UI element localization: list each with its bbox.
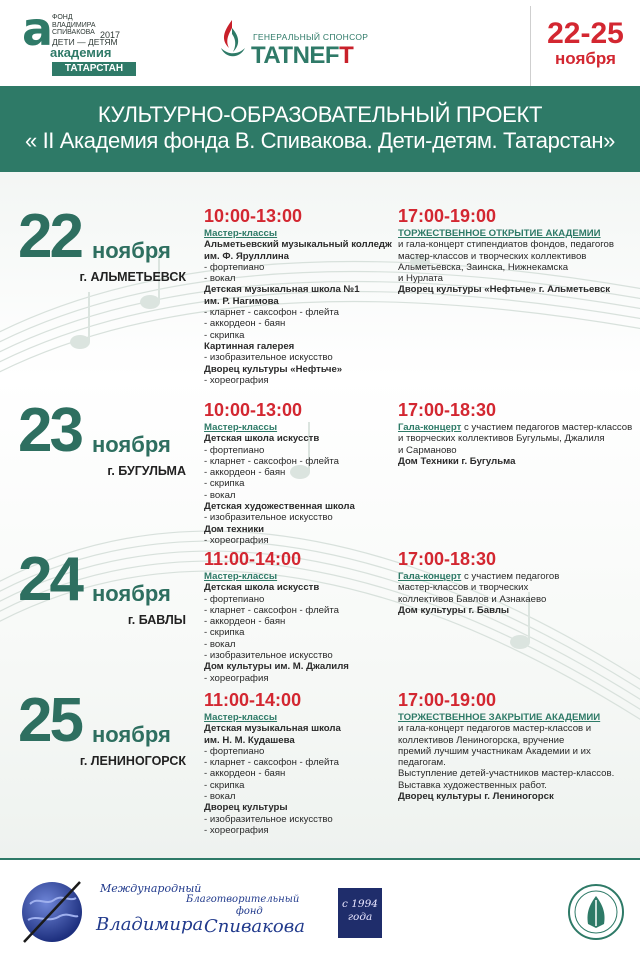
day-city: г. БУГУЛЬМА bbox=[107, 464, 186, 478]
academy-logo bbox=[22, 2, 132, 74]
session-line: Дворец культуры «Нефтьче» г. Альметьевск bbox=[398, 284, 611, 296]
banner-line-2: « II Академия фонда В. Спивакова. Дети-детям. Татарстан» bbox=[25, 128, 615, 153]
day-city: г. ЛЕНИНОГОРСК bbox=[79, 754, 186, 768]
session-line: коллективов Бавлов и Азнакаево bbox=[398, 593, 547, 605]
academy-logo-region: ТАТАРСТАН bbox=[52, 62, 136, 76]
since-line-1: с 1994 bbox=[342, 898, 378, 910]
session-line: Мастер-классы bbox=[204, 422, 278, 433]
morning-session bbox=[204, 400, 355, 546]
session-line: им. Ф. Ярулллина bbox=[204, 250, 289, 262]
session-line: им. Р. Нагимова bbox=[204, 295, 279, 307]
evening-session bbox=[398, 690, 614, 802]
session-line: - аккордеон - баян bbox=[204, 467, 286, 479]
sponsor-caption: ГЕНЕРАЛЬНЫЙ СПОНСОР bbox=[253, 32, 369, 42]
session-line: - фортепиано bbox=[204, 745, 265, 757]
footer bbox=[0, 858, 640, 960]
session-line: - вокал bbox=[204, 273, 236, 285]
session-line: - скрипка bbox=[204, 627, 245, 639]
sponsor-brand-main: TATNEF bbox=[251, 42, 340, 69]
session-line: - кларнет - саксофон - флейта bbox=[204, 455, 339, 467]
academy-logo-kids: ДЕТИ — ДЕТЯМ bbox=[52, 37, 118, 47]
session-lead-rest: с участием педагогов bbox=[461, 571, 560, 582]
sponsor-brand-accent: T bbox=[339, 42, 354, 69]
session-line: - хореография bbox=[204, 534, 269, 546]
session-line: - кларнет - саксофон - флейта bbox=[204, 307, 339, 319]
fund-line-3: фонд bbox=[236, 906, 263, 917]
session-line: Выступление детей-участников мастер-классов. bbox=[398, 768, 615, 780]
session-line: Дворец культуры «Нефтьче» bbox=[204, 363, 343, 375]
session-line: - аккордеон - баян bbox=[204, 768, 286, 780]
session-line: Мастер-классы bbox=[204, 712, 278, 723]
since-line-2: года bbox=[347, 911, 373, 923]
globe-violin-icon bbox=[16, 876, 88, 948]
session-line: Дворец культуры г. Лениногорск bbox=[398, 791, 554, 803]
session-line: Дворец культуры bbox=[204, 802, 288, 814]
day-number: 23 bbox=[18, 396, 81, 465]
session-line: Выставка художественных работ. bbox=[398, 779, 547, 791]
session-line: - хореография bbox=[204, 672, 269, 684]
evening-session bbox=[398, 400, 632, 467]
session-time: 17:00-18:30 bbox=[398, 549, 497, 569]
session-line: ТОРЖЕСТВЕННОЕ ЗАКРЫТИЕ АКАДЕМИИ bbox=[398, 712, 601, 723]
day-number: 25 bbox=[18, 686, 81, 755]
session-line: Детская музыкальная школа bbox=[204, 723, 341, 735]
session-lead-rest: с участием педагогов мастер-классов bbox=[461, 422, 633, 433]
day-number: 22 bbox=[18, 202, 81, 271]
session-line: Дом культуры им. М. Джалиля bbox=[204, 661, 349, 673]
session-line: - кларнет - саксофон - флейта bbox=[204, 604, 339, 616]
session-time: 17:00-18:30 bbox=[398, 400, 497, 420]
fund-line-1: Международный bbox=[100, 882, 202, 895]
session-line: - изобразительное искусство bbox=[204, 512, 333, 524]
date-range: 22-25 bbox=[547, 17, 624, 50]
logo-line: СПИВАКОВА bbox=[52, 29, 95, 36]
session-line: Детская художественная школа bbox=[204, 501, 355, 513]
session-time: 11:00-14:00 bbox=[204, 690, 302, 710]
evening-session bbox=[398, 206, 614, 296]
session-line: - изобразительное искусство bbox=[204, 352, 333, 364]
session-line: и Нурлата bbox=[398, 273, 443, 285]
session-line: - скрипка bbox=[204, 329, 245, 341]
sponsor-logo bbox=[215, 18, 395, 74]
session-line: Дом культуры г. Бавлы bbox=[398, 604, 510, 616]
day-month: ноября bbox=[92, 432, 171, 457]
since-badge bbox=[338, 888, 382, 938]
schedule bbox=[0, 172, 640, 858]
session-line bbox=[398, 422, 632, 433]
day-city: г. АЛЬМЕТЬЕВСК bbox=[79, 270, 186, 284]
session-line: - аккордеон - баян bbox=[204, 616, 286, 628]
logo-line: ВЛАДИМИРА bbox=[52, 21, 96, 29]
session-line: коллективов Лениногорска, вручение bbox=[398, 734, 565, 746]
session-line: - хореография bbox=[204, 824, 269, 836]
session-time: 17:00-19:00 bbox=[398, 690, 497, 710]
session-line: Мастер-классы bbox=[204, 571, 278, 582]
morning-session bbox=[204, 690, 341, 836]
session-line: педагогам. bbox=[398, 757, 446, 769]
fund-logo bbox=[96, 880, 316, 950]
session-line: - вокал bbox=[204, 791, 236, 803]
day-month: ноября bbox=[92, 581, 171, 606]
session-line: - аккордеон - баян bbox=[204, 318, 286, 330]
session-lead: Гала-концерт bbox=[398, 422, 462, 433]
session-line: Детская школа искусств bbox=[204, 582, 320, 594]
session-line: - вокал bbox=[204, 489, 236, 501]
academy-logo-academy: академия bbox=[50, 45, 112, 60]
session-line bbox=[398, 571, 559, 582]
session-line: Детская музыкальная школа №1 bbox=[204, 284, 360, 296]
session-line: - скрипка bbox=[204, 779, 245, 791]
fund-name-1: Владимира bbox=[96, 914, 204, 935]
fund-name-2: Спивакова bbox=[204, 916, 305, 937]
session-line: Мастер-классы bbox=[204, 228, 278, 239]
session-line: - скрипка bbox=[204, 478, 245, 490]
session-line: Дом Техники г. Бугульма bbox=[398, 455, 516, 467]
session-line: - фортепиано bbox=[204, 444, 265, 456]
session-line: Картинная галерея bbox=[204, 340, 295, 352]
session-lead: Гала-концерт bbox=[398, 571, 462, 582]
session-line: - хореография bbox=[204, 374, 269, 386]
date-box bbox=[530, 6, 640, 86]
session-line: Альметьевский музыкальный колледж bbox=[204, 239, 392, 251]
session-line: - изобразительное искусство bbox=[204, 650, 333, 662]
session-time: 11:00-14:00 bbox=[204, 549, 302, 569]
ministry-emblem-icon bbox=[566, 882, 626, 942]
session-time: 10:00-13:00 bbox=[204, 400, 303, 420]
day-month: ноября bbox=[92, 238, 171, 263]
fund-line-2: Благотворительный bbox=[186, 894, 300, 905]
morning-session bbox=[204, 549, 349, 684]
tatneft-flame-icon bbox=[215, 18, 249, 64]
session-line: ТОРЖЕСТВЕННОЕ ОТКРЫТИЕ АКАДЕМИИ bbox=[398, 228, 601, 239]
session-line: - фортепиано bbox=[204, 261, 265, 273]
sponsor-brand bbox=[251, 42, 353, 70]
session-line: и гала-концерт педагогов мастер-классов и bbox=[398, 723, 592, 735]
evening-session bbox=[398, 549, 559, 616]
title-banner bbox=[0, 86, 640, 172]
session-line: Детская школа искусств bbox=[204, 433, 320, 445]
session-line: Дом техники bbox=[204, 523, 265, 535]
date-month: ноября bbox=[555, 49, 616, 68]
session-line: и Сарманово bbox=[398, 444, 457, 456]
academy-logo-fund-lines bbox=[52, 14, 96, 37]
session-time: 17:00-19:00 bbox=[398, 206, 497, 226]
session-time: 10:00-13:00 bbox=[204, 206, 303, 226]
header bbox=[0, 0, 640, 86]
session-line: - изобразительное искусство bbox=[204, 813, 333, 825]
session-line: им. Н. М. Кудашева bbox=[204, 734, 295, 746]
session-line: и творческих коллективов Бугульмы, Джалиля bbox=[398, 433, 605, 445]
session-line: мастер-классов и творческих bbox=[398, 582, 529, 594]
session-line: - фортепиано bbox=[204, 593, 265, 605]
session-line: и гала-концерт стипендиатов фондов, педагогов bbox=[398, 239, 614, 251]
session-line: мастер-классов и творческих коллективов bbox=[398, 250, 587, 262]
academy-logo-year: 2017 bbox=[100, 30, 121, 40]
logo-line: ФОНД bbox=[52, 14, 73, 21]
session-line: Альметьевска, Заинска, Нижнекамска bbox=[398, 261, 569, 273]
banner-line-1: КУЛЬТУРНО-ОБРАЗОВАТЕЛЬНЫЙ ПРОЕКТ bbox=[97, 102, 543, 127]
session-line: - вокал bbox=[204, 638, 236, 650]
session-line: премий лучшим участникам Академии и их bbox=[398, 745, 591, 757]
day-number: 24 bbox=[18, 545, 81, 614]
academy-logo-letter: а bbox=[22, 2, 54, 56]
session-line: - кларнет - саксофон - флейта bbox=[204, 757, 339, 769]
day-month: ноября bbox=[92, 722, 171, 747]
day-city: г. БАВЛЫ bbox=[127, 613, 186, 627]
morning-session bbox=[204, 206, 392, 386]
